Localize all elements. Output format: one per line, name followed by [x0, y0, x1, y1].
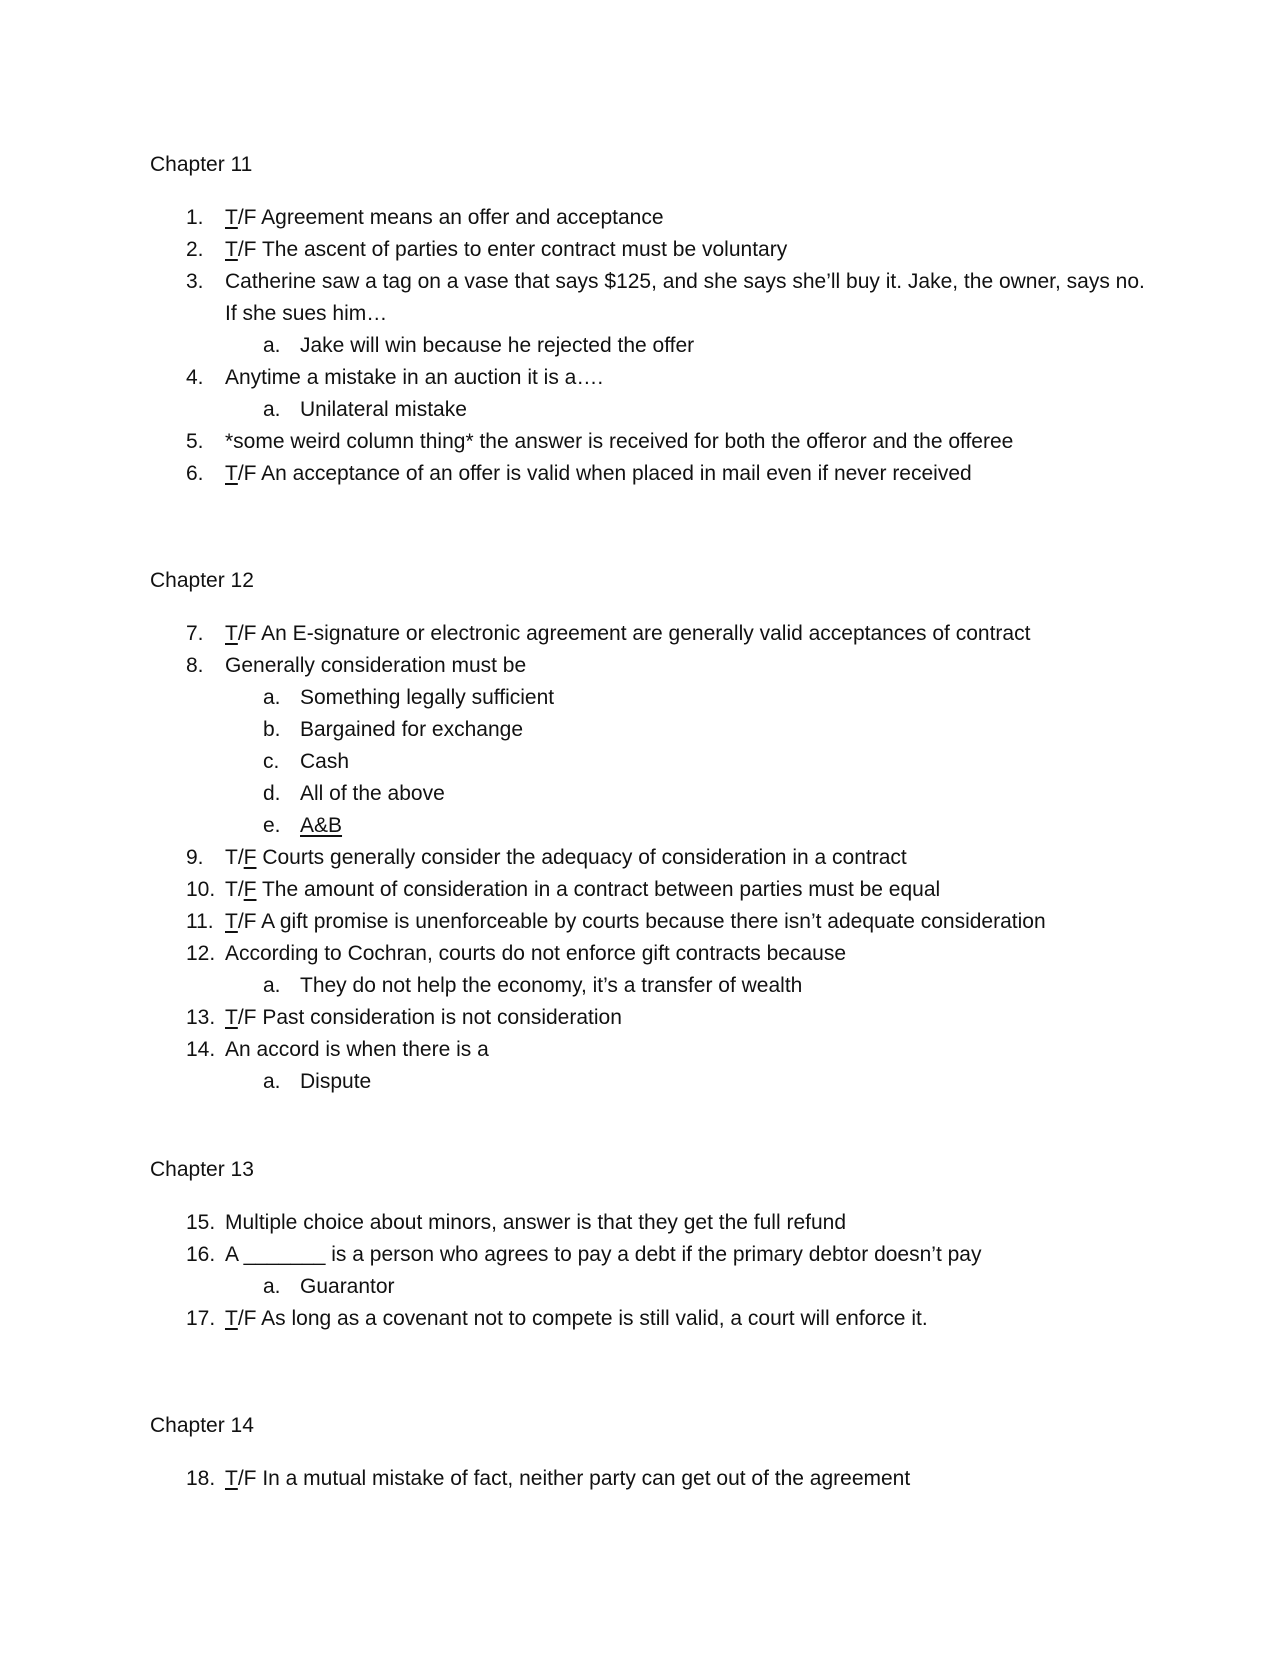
answer-underline: T: [225, 1006, 238, 1029]
sub-item-text: Guarantor: [300, 1275, 395, 1298]
item-number: 10.: [186, 878, 216, 901]
item-text-post: The amount of consideration in a contract between parties must be equal: [256, 878, 941, 901]
sub-item-text: All of the above: [300, 782, 445, 805]
sub-item-text: [300, 813, 342, 839]
sub-item-letter: a.: [263, 334, 281, 357]
sub-item-letter: c.: [263, 750, 280, 773]
item-text-post: /F An E-signature or electronic agreement are generally valid acceptances of contract: [237, 622, 1031, 645]
sub-item-letter: a.: [263, 974, 281, 997]
chapter-heading: Chapter 13: [150, 1158, 254, 1181]
item-number: 3.: [186, 270, 204, 293]
sub-item-letter: e.: [263, 814, 281, 837]
item-text: [225, 237, 787, 263]
item-text-post: /F In a mutual mistake of fact, neither party can get out of the agreement: [237, 1467, 911, 1490]
sub-item-text: Jake will win because he rejected the offer: [300, 334, 695, 357]
sub-item-text: Dispute: [300, 1070, 372, 1093]
item-number: 11.: [186, 910, 214, 933]
item-text: An accord is when there is a: [225, 1038, 489, 1061]
item-text-post: /F Agreement means an offer and acceptance: [237, 206, 664, 229]
item-text: Catherine saw a tag on a vase that says $125, and she says she’ll buy it. Jake, the owner, says no.: [225, 270, 1145, 293]
answer-underline: T: [225, 206, 238, 229]
answer-underline: T: [225, 238, 238, 261]
item-text-post: /F As long as a covenant not to compete is still valid, a court will enforce it.: [237, 1307, 928, 1330]
item-text-pre: T/: [225, 846, 244, 869]
item-number: 1.: [186, 206, 204, 229]
chapter-heading: Chapter 11: [150, 153, 253, 176]
item-text-post: /F Past consideration is not consideration: [237, 1006, 622, 1029]
item-text: Generally consideration must be: [225, 654, 527, 677]
item-number: 9.: [186, 846, 204, 869]
item-number: 16.: [186, 1243, 216, 1266]
item-text-post: /F A gift promise is unenforceable by courts because there isn’t adequate consideration: [237, 910, 1046, 933]
item-text-post: /F An acceptance of an offer is valid when placed in mail even if never received: [237, 462, 972, 485]
answer-underline: F: [243, 878, 257, 901]
sub-item-letter: a.: [263, 1275, 281, 1298]
item-text: [225, 845, 907, 871]
item-number: 13.: [186, 1006, 216, 1029]
sub-item-text: They do not help the economy, it’s a transfer of wealth: [300, 974, 803, 997]
item-text: Multiple choice about minors, answer is that they get the full refund: [225, 1211, 846, 1234]
answer-underline: T: [225, 622, 238, 645]
item-number: 8.: [186, 654, 204, 677]
item-text-pre: T/: [225, 878, 244, 901]
answer-underline: T: [225, 462, 238, 485]
item-number: 4.: [186, 366, 204, 389]
sub-item-text: Unilateral mistake: [300, 398, 467, 421]
chapter-heading: Chapter 14: [150, 1414, 254, 1437]
item-number: 17.: [186, 1307, 216, 1330]
item-text: [225, 1306, 928, 1332]
item-text: [225, 1005, 622, 1031]
chapter-heading: Chapter 12: [150, 569, 254, 592]
item-text-post: /F The ascent of parties to enter contract must be voluntary: [237, 238, 788, 261]
sub-item-text: Cash: [300, 750, 350, 773]
item-number: 5.: [186, 430, 204, 453]
sub-item-letter: a.: [263, 1070, 281, 1093]
item-text: According to Cochran, courts do not enforce gift contracts because: [225, 942, 847, 965]
item-number: 15.: [186, 1211, 216, 1234]
sub-item-letter: d.: [263, 782, 281, 805]
sub-item-text: Bargained for exchange: [300, 718, 523, 741]
item-text: A _______ is a person who agrees to pay a debt if the primary debtor doesn’t pay: [225, 1243, 982, 1266]
sub-item-letter: a.: [263, 398, 281, 421]
item-text: [225, 909, 1046, 935]
item-text: [225, 621, 1030, 647]
item-number: 14.: [186, 1038, 216, 1061]
item-text: Anytime a mistake in an auction it is a….: [225, 366, 604, 389]
item-text: If she sues him…: [225, 302, 388, 325]
sub-item-text: Something legally sufficient: [300, 686, 555, 709]
item-text: [225, 877, 940, 903]
item-number: 12.: [186, 942, 216, 965]
answer-underline: F: [243, 846, 257, 869]
item-text: [225, 205, 664, 231]
item-text: [225, 1466, 910, 1492]
answer-underline: T: [225, 1467, 238, 1490]
answer-underline: T: [225, 910, 238, 933]
item-number: 18.: [186, 1467, 216, 1490]
item-text: *some weird column thing* the answer is received for both the offeror and the offeree: [225, 430, 1014, 453]
sub-item-letter: a.: [263, 686, 281, 709]
answer-underline: T: [225, 1307, 238, 1330]
item-number: 2.: [186, 238, 204, 261]
sub-item-letter: b.: [263, 718, 281, 741]
answer-underline: A&B: [300, 814, 343, 837]
item-text: [225, 461, 972, 487]
item-number: 6.: [186, 462, 204, 485]
item-text-post: Courts generally consider the adequacy of consideration in a contract: [256, 846, 907, 869]
item-number: 7.: [186, 622, 204, 645]
